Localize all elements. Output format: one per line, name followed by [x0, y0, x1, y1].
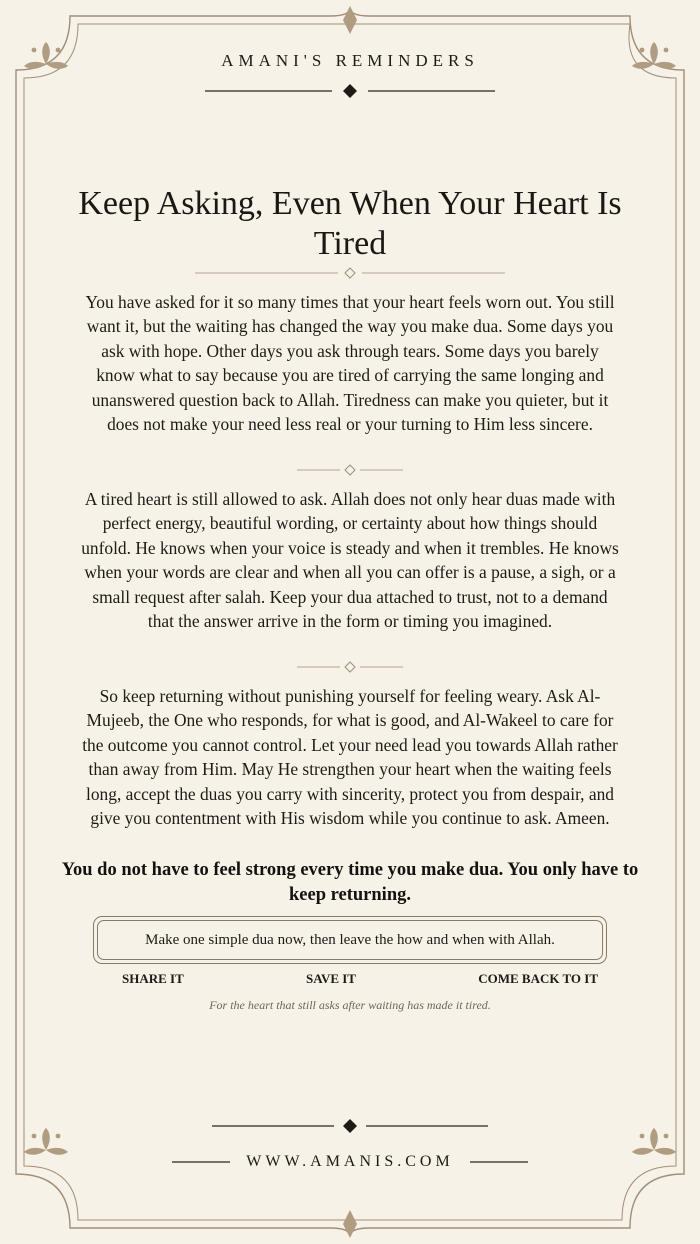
top-diamond-icon	[343, 6, 357, 34]
bottom-diamond-icon	[343, 1210, 357, 1238]
paragraph-2: A tired heart is still allowed to ask. Allah does not only hear duas made with perfect energy, beautiful wording, or certainty about how things should unfold. He knows when your voice is steady and when it trembles. He knows when your words are clear and when all you can offer is a pause, a sigh, or a small request after salah. Keep your dua attached to trust, not to a demand that the answer arrive in the form or timing you imagined.	[81, 489, 619, 632]
header-divider	[205, 84, 495, 98]
footer-note: For the heart that still asks after waiting has made it tired.	[209, 998, 491, 1012]
page-title: Keep Asking, Even When Your Heart Is Tired	[78, 185, 622, 262]
save-link[interactable]: SAVE IT	[306, 971, 356, 986]
website-link[interactable]: WWW.AMANIS.COM	[246, 1153, 454, 1170]
section-divider-2	[297, 662, 403, 672]
brand-title: AMANI'S REMINDERS	[221, 51, 479, 70]
action-prompt-text: Make one simple dua now, then leave the how and when with Allah.	[97, 920, 603, 960]
footer-divider	[212, 1119, 488, 1133]
highlight-quote: You do not have to feel strong every time you make dua. You only have to keep returning.	[61, 860, 639, 905]
action-prompt-box	[93, 916, 607, 964]
section-divider-1	[297, 465, 403, 475]
paragraph-3: So keep returning without punishing yourself for feeling weary. Ask Al-Mujeeb, the One who responds, for what is good, and Al-Wakeel to care for the outcome you cannot control. Let your need lead you towards Allah rather than away from Him. May He strengthen your heart when the waiting feels long, accept the duas you carry with sincerity, protect you from despair, and give you contentment with His wisdom while you continue to ask. Ameen.	[82, 686, 618, 829]
title-divider	[195, 268, 505, 278]
share-link[interactable]: SHARE IT	[122, 971, 184, 986]
action-links	[122, 971, 598, 987]
come-back-link[interactable]: COME BACK TO IT	[478, 971, 598, 986]
paragraph-1: You have asked for it so many times that your heart feels worn out. You still want it, but the waiting has changed the way you make dua. Some days you ask with hope. Other days you ask through tears. Some days you barely know what to say because you are tired of carrying the same longing and unanswered question back to Allah. Tiredness can make you quieter, but it does not make your need less real or your turning to Him less sincere.	[85, 292, 615, 435]
